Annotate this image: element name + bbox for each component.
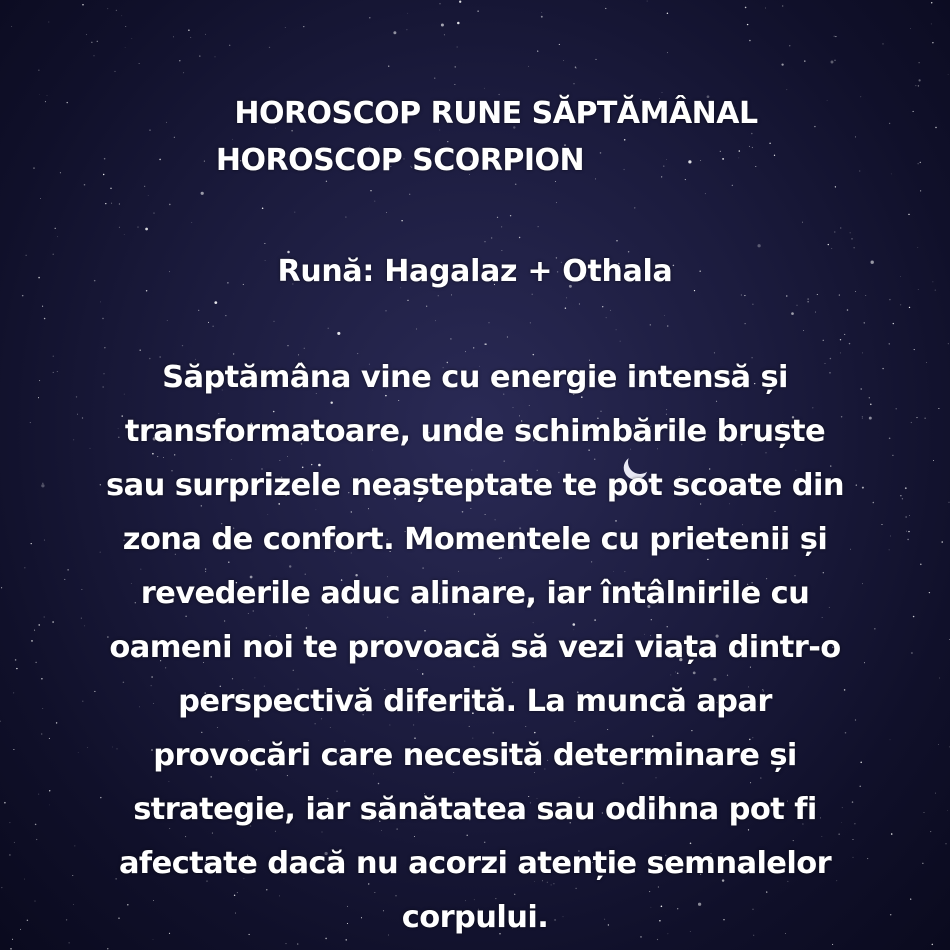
title-line-1: HOROSCOP RUNE SĂPTĂMÂNAL	[234, 96, 758, 131]
body-line-7: perspectivă diferită. La muncă apar	[178, 684, 772, 719]
title-line-2: HOROSCOP SCORPION	[215, 143, 585, 178]
body-line-11: corpului.	[401, 900, 549, 935]
body-line-6: oameni noi te provoacă să vezi viața dintr-o	[109, 630, 841, 665]
body-line-9: strategie, iar sănătatea sau odihna pot fi	[133, 792, 817, 827]
body-line-2: transformatoare, unde schimbările bruște	[124, 414, 826, 449]
body-line-5: revederile aduc alinare, iar întâlnirile cu	[140, 576, 810, 611]
body-line-10: afectate dacă nu acorzi atenție semnalelor	[118, 846, 832, 881]
rune-line: Rună: Hagalaz + Othala	[277, 254, 673, 289]
body-line-4: zona de confort. Momentele cu prietenii și	[122, 522, 828, 557]
body-line-8: provocări care necesită determinare și	[153, 738, 797, 773]
body-line-1: Săptămâna vine cu energie intensă și	[162, 360, 788, 395]
body-line-3: sau surprizele neașteptate te pot scoate din	[106, 468, 844, 503]
